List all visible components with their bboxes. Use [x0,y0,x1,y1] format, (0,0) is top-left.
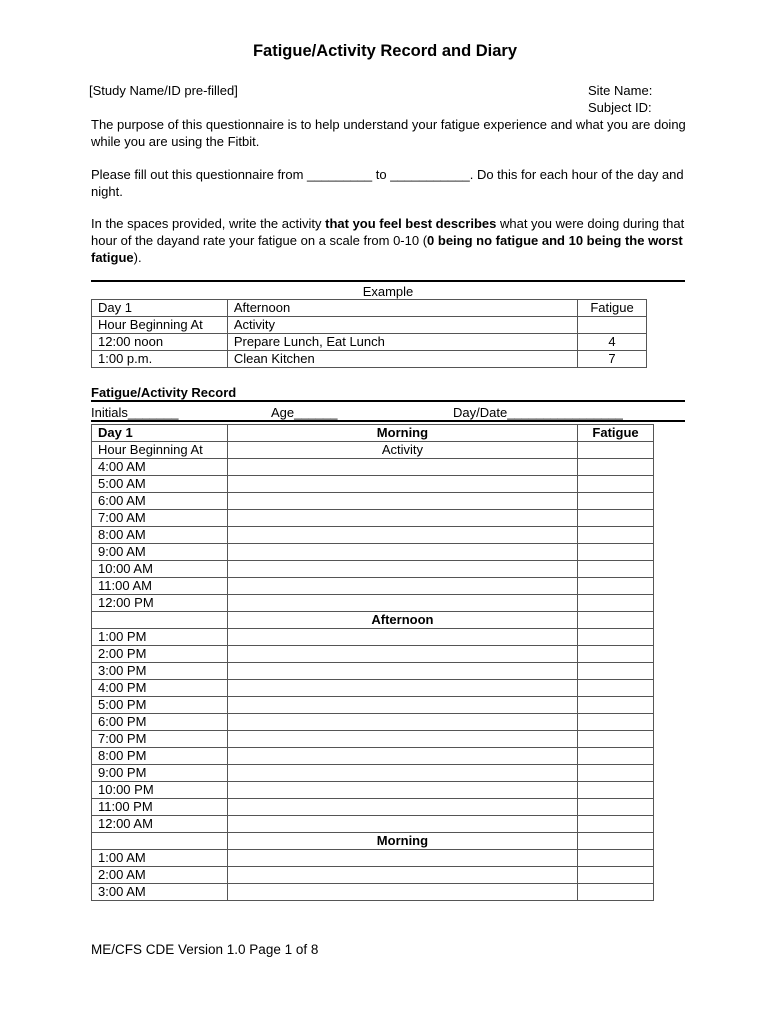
hour-cell: 11:00 PM [92,799,228,816]
activity-input-cell[interactable] [227,816,577,833]
activity-input-cell[interactable] [227,646,577,663]
table-row [92,731,654,748]
fatigue-header-cell: Fatigue [578,425,654,442]
hour-cell: 2:00 AM [92,867,228,884]
table-row [92,680,654,697]
fatigue-input-cell[interactable] [578,731,654,748]
table-row [92,867,654,884]
table-row [92,476,654,493]
activity-input-cell[interactable] [227,850,577,867]
hour-cell: 8:00 PM [92,748,228,765]
activity-input-cell[interactable] [227,527,577,544]
activity-input-cell[interactable] [227,493,577,510]
fatigue-input-cell[interactable] [578,561,654,578]
example-table [91,299,647,368]
table-row [92,884,654,901]
example-hour-cell: 1:00 p.m. [92,351,228,368]
hour-cell: 3:00 AM [92,884,228,901]
fatigue-input-cell[interactable] [578,697,654,714]
activity-input-cell[interactable] [227,731,577,748]
instructions-text-2: what you were doing during that hour of the dayand rate your fatigue on a scale from 0-10 ( [91,216,685,248]
instructions-text-1: In the spaces provided, write the activity [91,216,326,231]
table-row [92,646,654,663]
hour-cell: 11:00 AM [92,578,228,595]
morning-header-cell: Morning [227,425,577,442]
subject-id-label: Subject ID: [588,100,652,115]
example-fatigue-cell [578,317,647,334]
fatigue-input-cell[interactable] [578,578,654,595]
table-row [92,663,654,680]
section-blank-cell [92,612,228,629]
example-divider [91,280,685,282]
fatigue-input-cell[interactable] [578,493,654,510]
hour-cell: 1:00 PM [92,629,228,646]
hour-cell: 12:00 AM [92,816,228,833]
activity-input-cell[interactable] [227,459,577,476]
hour-cell: 6:00 AM [92,493,228,510]
instructions-bold-2: 0 being no fatigue and 10 being the worst fatigue [91,233,683,265]
fatigue-input-cell[interactable] [578,510,654,527]
table-row [92,799,654,816]
fatigue-input-cell[interactable] [578,765,654,782]
fatigue-input-cell[interactable] [578,884,654,901]
table-row [92,850,654,867]
table-row [92,442,654,459]
section-blank-cell [578,833,654,850]
section-blank-cell [92,833,228,850]
activity-input-cell[interactable] [227,544,577,561]
page-footer: ME/CFS CDE Version 1.0 Page 1 of 8 [91,942,319,957]
fatigue-input-cell[interactable] [578,527,654,544]
example-activity-cell: Clean Kitchen [227,351,577,368]
fatigue-input-cell[interactable] [578,544,654,561]
fatigue-input-cell[interactable] [578,799,654,816]
instructions-paragraph [91,215,691,266]
example-row [92,300,647,317]
table-row [92,544,654,561]
blank-header-cell [578,442,654,459]
table-row [92,714,654,731]
activity-header-cell: Activity [227,442,577,459]
example-fatigue-cell: Fatigue [578,300,647,317]
hour-cell: 10:00 PM [92,782,228,799]
activity-input-cell[interactable] [227,884,577,901]
table-row [92,697,654,714]
activity-input-cell[interactable] [227,799,577,816]
hour-cell: 6:00 PM [92,714,228,731]
table-row [92,561,654,578]
example-row [92,351,647,368]
table-row [92,612,654,629]
hour-cell: 5:00 AM [92,476,228,493]
activity-input-cell[interactable] [227,714,577,731]
instructions-bold-1: that you feel best describes [325,216,497,231]
afternoon-header-cell: Afternoon [227,612,577,629]
hour-cell: 7:00 AM [92,510,228,527]
table-row [92,833,654,850]
activity-input-cell[interactable] [227,748,577,765]
table-row [92,578,654,595]
activity-input-cell[interactable] [227,663,577,680]
activity-input-cell[interactable] [227,578,577,595]
hour-cell: 9:00 PM [92,765,228,782]
activity-input-cell[interactable] [227,476,577,493]
example-activity-cell: Activity [227,317,577,334]
fatigue-input-cell[interactable] [578,629,654,646]
table-row [92,629,654,646]
site-name-label: Site Name: [588,83,653,98]
table-row [92,748,654,765]
fatigue-input-cell[interactable] [578,646,654,663]
table-row [92,510,654,527]
fatigue-input-cell[interactable] [578,663,654,680]
hour-cell: 8:00 AM [92,527,228,544]
fatigue-input-cell[interactable] [578,850,654,867]
fatigue-input-cell[interactable] [578,476,654,493]
table-row [92,765,654,782]
fatigue-input-cell[interactable] [578,459,654,476]
activity-input-cell[interactable] [227,561,577,578]
example-activity-cell: Afternoon [227,300,577,317]
day-header-cell: Day 1 [92,425,228,442]
initials-field[interactable]: Initials_______ [91,405,179,420]
table-row [92,595,654,612]
example-heading: Example [362,284,414,299]
activity-input-cell[interactable] [227,595,577,612]
hour-cell: 4:00 AM [92,459,228,476]
record-table [91,424,654,901]
purpose-paragraph: The purpose of this questionnaire is to help understand your fatigue experience and what you are doing while you are using the Fitbit. [91,117,686,149]
example-hour-cell: 12:00 noon [92,334,228,351]
table-row [92,425,654,442]
example-hour-cell: Hour Beginning At [92,317,228,334]
study-name: [Study Name/ID pre-filled] [89,83,238,98]
activity-input-cell[interactable] [227,680,577,697]
example-row [92,317,647,334]
activity-input-cell[interactable] [227,629,577,646]
hour-cell: 9:00 AM [92,544,228,561]
section-blank-cell [578,612,654,629]
fatigue-input-cell[interactable] [578,595,654,612]
table-row [92,527,654,544]
hour-cell: 10:00 AM [92,561,228,578]
example-hour-cell: Day 1 [92,300,228,317]
instructions-text-3: ). [133,250,142,265]
activity-input-cell[interactable] [227,867,577,884]
activity-input-cell[interactable] [227,765,577,782]
hour-cell: 12:00 PM [92,595,228,612]
activity-input-cell[interactable] [227,697,577,714]
age-field[interactable]: Age______ [271,405,338,420]
hour-cell: 1:00 AM [92,850,228,867]
example-activity-cell: Prepare Lunch, Eat Lunch [227,334,577,351]
hour-cell: 2:00 PM [92,646,228,663]
fatigue-input-cell[interactable] [578,680,654,697]
activity-input-cell[interactable] [227,510,577,527]
fatigue-input-cell[interactable] [578,748,654,765]
table-row [92,493,654,510]
hour-cell: 4:00 PM [92,680,228,697]
example-fatigue-cell: 7 [578,351,647,368]
activity-input-cell[interactable] [227,782,577,799]
fatigue-input-cell[interactable] [578,782,654,799]
hour-header-cell: Hour Beginning At [92,442,228,459]
hour-cell: 3:00 PM [92,663,228,680]
hour-cell: 7:00 PM [92,731,228,748]
record-heading: Fatigue/Activity Record [91,385,237,400]
table-row [92,816,654,833]
example-fatigue-cell: 4 [578,334,647,351]
page-title: Fatigue/Activity Record and Diary [252,42,518,60]
example-row [92,334,647,351]
fatigue-input-cell[interactable] [578,816,654,833]
fatigue-input-cell[interactable] [578,867,654,884]
morning-section-cell: Morning [227,833,577,850]
record-divider-2 [91,420,685,422]
record-divider [91,400,685,402]
hour-cell: 5:00 PM [92,697,228,714]
daydate-field[interactable]: Day/Date________________ [453,405,623,420]
table-row [92,782,654,799]
fatigue-input-cell[interactable] [578,714,654,731]
fill-out-paragraph: Please fill out this questionnaire from _________ to ___________. Do this for each hour of the day and night. [91,167,684,199]
table-row [92,459,654,476]
